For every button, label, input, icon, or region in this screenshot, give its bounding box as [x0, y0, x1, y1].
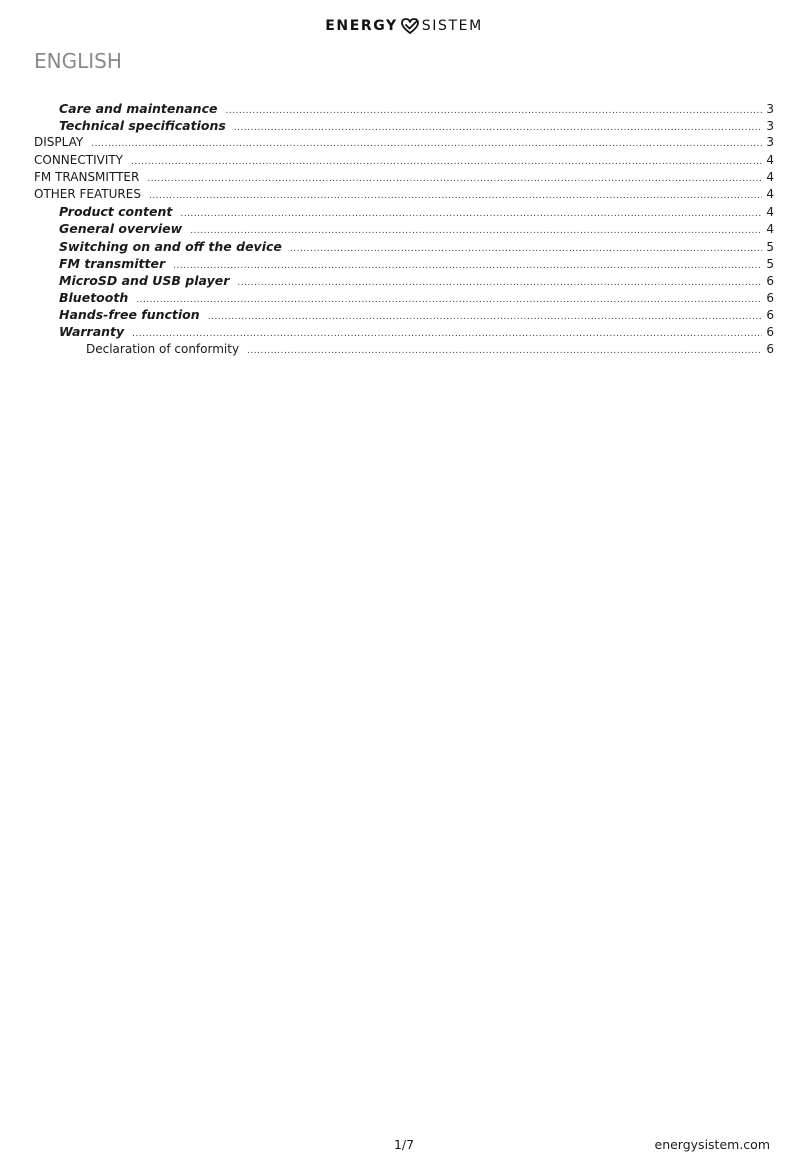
- toc-entry[interactable]: [34, 134, 774, 151]
- brand-name-energy: ENERGY: [325, 18, 398, 34]
- toc-entry-page[interactable]: 4: [766, 152, 774, 167]
- toc-dot-leader: [180, 206, 762, 223]
- toc-dot-leader: [247, 343, 762, 360]
- toc-dot-leader: [234, 120, 763, 137]
- toc-entry[interactable]: [34, 169, 774, 186]
- toc-entry[interactable]: [34, 152, 774, 169]
- toc-entry[interactable]: [34, 272, 774, 289]
- toc-entry-page[interactable]: 5: [766, 256, 774, 271]
- toc-dot-leader: [208, 309, 763, 326]
- toc-entry-label[interactable]: Technical specifications: [59, 118, 226, 134]
- toc-entry-label[interactable]: Hands-free function: [59, 307, 200, 323]
- toc-dot-leader: [147, 171, 762, 188]
- toc-dot-leader: [290, 241, 762, 258]
- toc-entry-page[interactable]: 6: [766, 291, 774, 306]
- toc-entry[interactable]: [34, 186, 774, 203]
- toc-entry-label[interactable]: Switching on and off the device: [59, 238, 282, 254]
- toc-entry[interactable]: [34, 289, 774, 306]
- toc-dot-leader: [91, 136, 762, 153]
- toc-entry-label[interactable]: Warranty: [59, 324, 125, 340]
- toc-entry-page[interactable]: 4: [766, 186, 774, 201]
- toc-entry-label[interactable]: Declaration of conformity: [86, 341, 240, 356]
- brand-logo: [0, 16, 808, 36]
- brand-name-sistem: SISTEM: [421, 18, 483, 34]
- toc-entry[interactable]: [34, 238, 774, 255]
- toc-entry[interactable]: [34, 341, 774, 358]
- toc-entry-page[interactable]: 6: [766, 325, 774, 340]
- toc-entry-page[interactable]: 6: [766, 273, 774, 288]
- toc-dot-leader: [173, 258, 762, 275]
- toc-entry-label[interactable]: Care and maintenance: [59, 101, 218, 116]
- toc-entry-label[interactable]: DISPLAY: [34, 135, 84, 150]
- toc-entry-page[interactable]: 5: [766, 239, 774, 254]
- toc-entry-page[interactable]: 4: [766, 205, 774, 220]
- toc-entry-page[interactable]: 4: [766, 222, 774, 237]
- toc-dot-leader: [136, 292, 762, 309]
- toc-dot-leader: [149, 188, 762, 205]
- toc-entry-label[interactable]: Product content: [59, 204, 173, 220]
- toc-entry[interactable]: [34, 323, 774, 340]
- footer-website: energysistem.com: [654, 1137, 770, 1152]
- toc-entry-page[interactable]: 6: [766, 341, 774, 356]
- toc-entry[interactable]: [34, 255, 774, 272]
- page-number: 1/7: [393, 1137, 415, 1152]
- toc-dot-leader: [237, 275, 762, 292]
- toc-dot-leader: [131, 154, 762, 171]
- toc-entry-label[interactable]: MicroSD and USB player: [59, 272, 230, 288]
- section-title: ENGLISH: [34, 49, 122, 73]
- toc-entry[interactable]: [34, 306, 774, 323]
- toc-entry-label[interactable]: CONNECTIVITY: [34, 152, 124, 167]
- toc-entry-page[interactable]: 6: [766, 308, 774, 323]
- toc-entry-page[interactable]: 3: [766, 119, 774, 134]
- toc-entry-label[interactable]: General overview: [59, 221, 183, 237]
- table-of-contents: [34, 100, 774, 358]
- toc-entry-label[interactable]: OTHER FEATURES: [34, 186, 141, 201]
- toc-entry[interactable]: [34, 203, 774, 220]
- toc-entry-page[interactable]: 3: [766, 135, 774, 150]
- toc-dot-leader: [225, 103, 762, 120]
- toc-entry-label[interactable]: FM TRANSMITTER: [34, 169, 140, 184]
- toc-entry-label[interactable]: Bluetooth: [59, 290, 129, 306]
- toc-entry-page[interactable]: 4: [766, 169, 774, 184]
- toc-entry[interactable]: [34, 100, 774, 117]
- toc-entry[interactable]: [34, 117, 774, 134]
- toc-entry-page[interactable]: 3: [766, 102, 774, 116]
- heart-check-icon: [400, 18, 420, 34]
- toc-entry[interactable]: [34, 220, 774, 237]
- toc-entry-label[interactable]: FM transmitter: [59, 255, 166, 271]
